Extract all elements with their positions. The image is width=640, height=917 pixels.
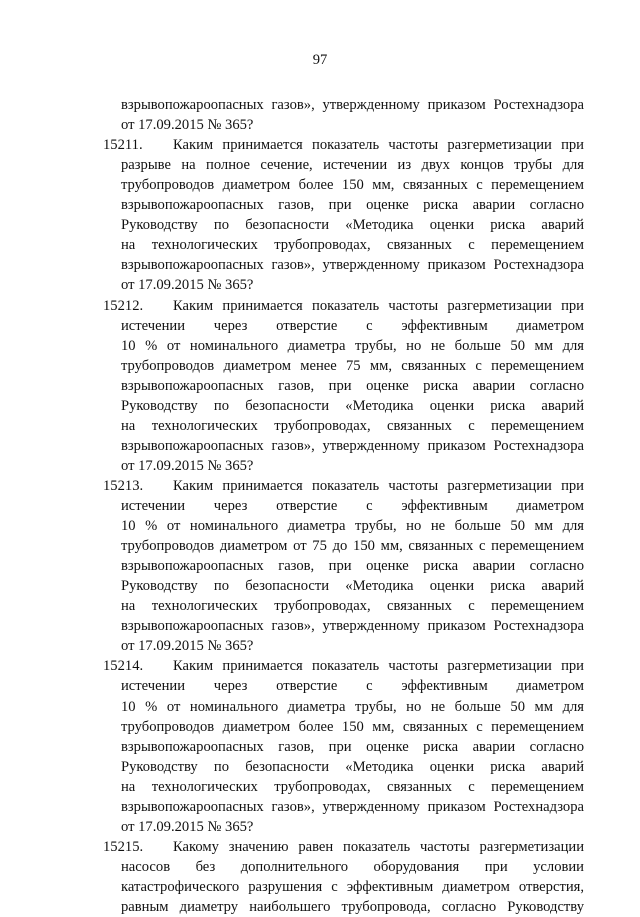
text-line: трубопроводов диаметром более 150 мм, связанных с перемещением: [121, 718, 584, 735]
text-line: Каким принимается показатель частоты разгерметизации при: [173, 658, 584, 675]
text-line: 10 % от номинального диаметра трубы, но не больше 50 мм для: [121, 518, 584, 535]
text-line: насосов без дополнительного оборудования при условии: [121, 858, 584, 875]
text-line: разрыве на полное сечение, истечении из двух концов трубы для: [121, 157, 584, 174]
text-line: взрывопожароопасных газов», утвержденному приказом Ростехнадзора: [121, 257, 584, 274]
text-line: Руководству по безопасности «Методика оценки риска аварий: [121, 397, 584, 414]
text-line: взрывопожароопасных газов, при оценке риска аварии согласно: [121, 197, 584, 214]
question-number: 15211.: [103, 137, 143, 154]
text-line: трубопроводов диаметром от 75 до 150 мм, связанных с перемещением: [121, 538, 584, 555]
text-line: Руководству по безопасности «Методика оценки риска аварий: [121, 578, 584, 595]
text-line: на технологических трубопроводах, связанных с перемещением: [121, 237, 584, 254]
text-line: на технологических трубопроводах, связанных с перемещением: [121, 417, 584, 434]
text-line: равным диаметру наибольшего трубопровода, согласно Руководству: [121, 899, 584, 915]
text-line: истечении через отверстие с эффективным диаметром: [121, 498, 584, 514]
text-line: на технологических трубопроводах, связанных с перемещением: [121, 778, 584, 795]
text-line: трубопроводов диаметром более 150 мм, связанных с перемещением: [121, 177, 584, 194]
text-line: Каким принимается показатель частоты разгерметизации при: [173, 297, 584, 314]
text-line: Каким принимается показатель частоты разгерметизации при: [173, 477, 584, 494]
text-line: Каким принимается показатель частоты разгерметизации при: [173, 137, 584, 154]
text-line: Руководству по безопасности «Методика оценки риска аварий: [121, 217, 584, 234]
text-line: Какому значению равен показатель частоты разгерметизации: [173, 838, 584, 855]
text-line: взрывопожароопасных газов, при оценке риска аварии согласно: [121, 558, 584, 575]
text-line: взрывопожароопасных газов», утвержденному приказом Ростехнадзора: [121, 618, 584, 635]
text-line: от 17.09.2015 № 365?: [121, 117, 254, 134]
question-number: 15214.: [103, 658, 144, 675]
text-line: истечении через отверстие с эффективным диаметром: [121, 678, 584, 695]
text-line: от 17.09.2015 № 365?: [121, 638, 254, 655]
question-number: 15215.: [103, 838, 144, 855]
text-line: на технологических трубопроводах, связанных с перемещением: [121, 598, 584, 615]
text-line: взрывопожароопасных газов, при оценке риска аварии согласно: [121, 377, 584, 394]
text-line: 10 % от номинального диаметра трубы, но не больше 50 мм для: [121, 698, 584, 715]
text-line: взрывопожароопасных газов», утвержденному приказом Ростехнадзора: [121, 798, 584, 815]
text-line: от 17.09.2015 № 365?: [121, 818, 254, 835]
text-line: трубопроводов диаметром менее 75 мм, связанных с перемещением: [121, 357, 584, 374]
text-line: 10 % от номинального диаметра трубы, но не больше 50 мм для: [121, 337, 584, 354]
text-line: взрывопожароопасных газов, при оценке риска аварии согласно: [121, 738, 584, 755]
text-line: Руководству по безопасности «Методика оценки риска аварий: [121, 758, 584, 775]
text-line: от 17.09.2015 № 365?: [121, 457, 254, 474]
text-line: взрывопожароопасных газов», утвержденному приказом Ростехнадзора: [121, 97, 584, 113]
text-line: истечении через отверстие с эффективным диаметром: [121, 317, 584, 334]
question-number: 15213.: [103, 477, 144, 494]
text-line: от 17.09.2015 № 365?: [121, 277, 254, 294]
page-number: 97: [312, 52, 328, 68]
text-line: катастрофического разрушения с эффективным диаметром отверстия,: [121, 878, 584, 895]
question-number: 15212.: [103, 297, 144, 314]
text-line: взрывопожароопасных газов», утвержденному приказом Ростехнадзора: [121, 437, 584, 454]
